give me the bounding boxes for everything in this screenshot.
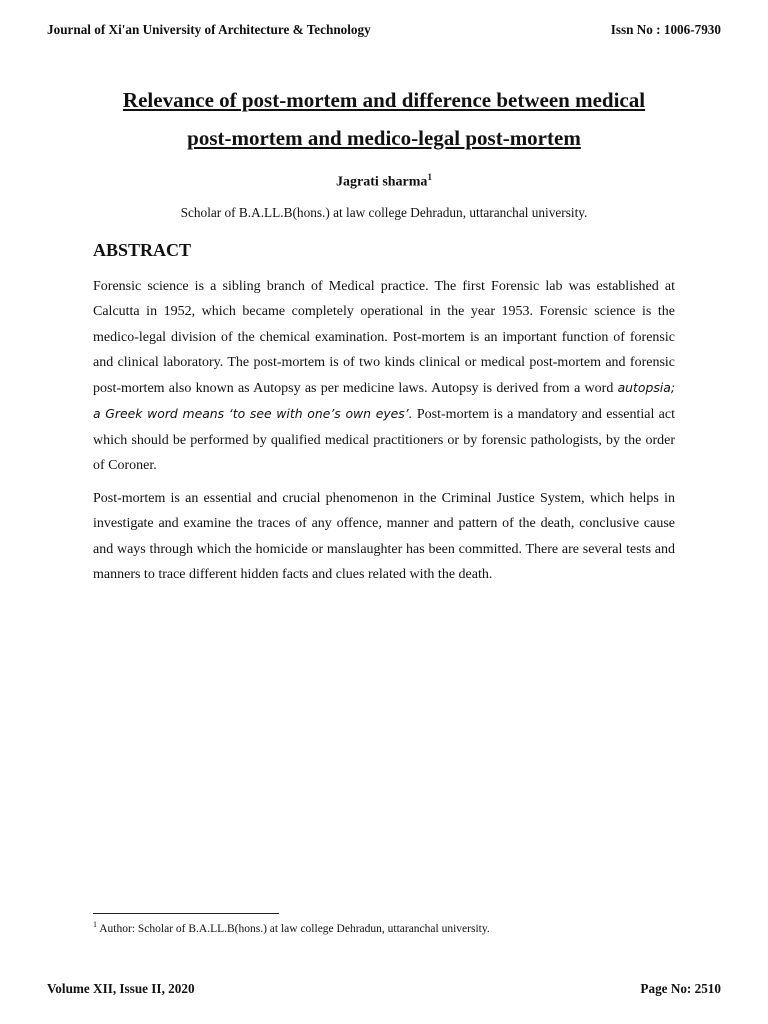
author-footnote-mark: 1 [427, 172, 432, 182]
author-name: Jagrati sharma [336, 174, 428, 190]
footnote-text: Author: Scholar of B.A.LL.B(hons.) at law college Dehradun, uttaranchal university. [97, 922, 490, 935]
footnote-divider [93, 913, 279, 914]
abstract-paragraph-1 [93, 274, 675, 478]
footnote [93, 920, 490, 935]
paragraph1-text-start: Forensic science is a sibling branch of Medical practice. The first Forensic lab was established at Calcutta in 1952, which became completely operational in the year 1953. Forensic science is the medico-legal division of the chemical examination. Post-mortem is an important function of forensic and clinical laboratory. The post-mortem is of two kinds clinical or medical post-mortem and forensic post-mortem also known as Autopsy as per medicine laws. Autopsy is derived from a word [93, 279, 675, 397]
author-affiliation: Scholar of B.A.LL.B(hons.) at law college Dehradun, uttaranchal university. [180, 205, 588, 220]
article-title-line-1: Relevance of post-mortem and difference between medical [122, 88, 646, 112]
greek-definition: autopsia; a Greek word means ‘to see with one’s own eyes’. [93, 380, 675, 422]
issn-number: Issn No : 1006-7930 [610, 22, 721, 37]
article-title-line-2: post-mortem and medico-legal post-mortem [187, 126, 581, 150]
author-line [0, 172, 768, 191]
paragraph1-text-end: Post-mortem is a mandatory and essential act which should be performed by qualified medical practitioners or by forensic pathologists, by the order of Coroner. [93, 407, 675, 474]
abstract-heading: ABSTRACT [93, 240, 192, 260]
volume-issue: Volume XII, Issue II, 2020 [47, 981, 195, 996]
footnote-mark: 1 [93, 920, 97, 929]
journal-name: Journal of Xi'an University of Architecture & Technology [47, 22, 371, 37]
abstract-paragraph-2: Post-mortem is an essential and crucial phenomenon in the Criminal Justice System, which helps in investigate and examine the traces of any offence, manner and pattern of the death, conclusive cause and ways through which the homicide or manslaughter has been committed. There are several tests and manners to trace different hidden facts and clues related with the death. [93, 491, 675, 582]
page-number: Page No: 2510 [640, 981, 721, 996]
